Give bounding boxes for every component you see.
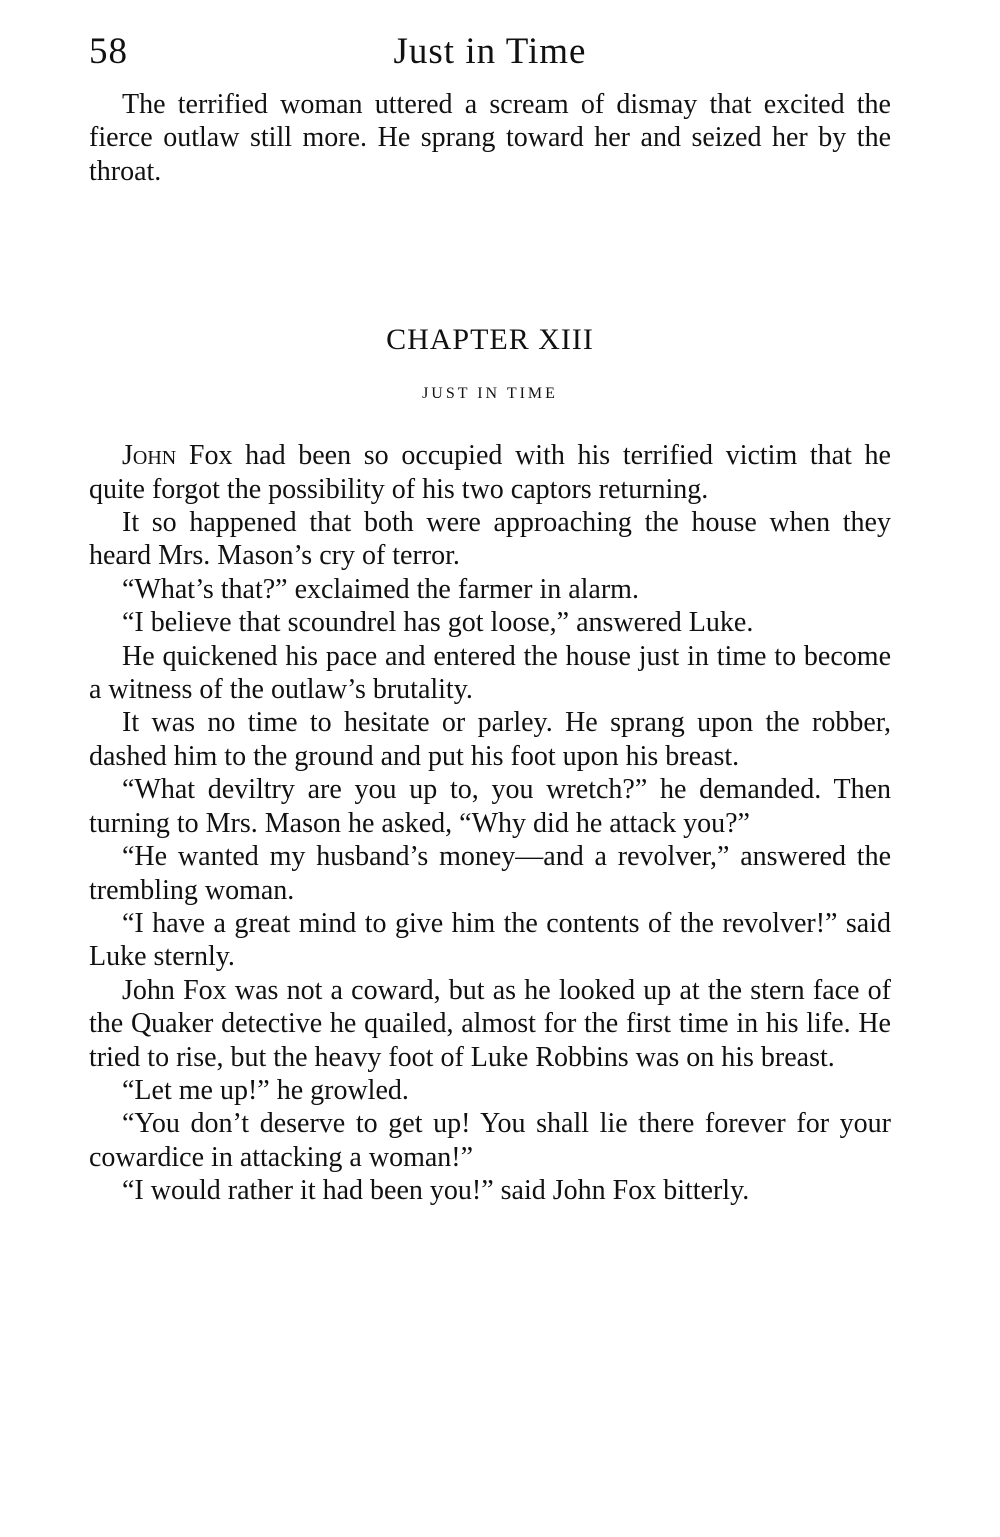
paragraph: “What’s that?” exclaimed the farmer in alarm. xyxy=(122,573,639,605)
first-paragraph xyxy=(89,439,891,506)
opening-text xyxy=(89,88,891,188)
chapter-body xyxy=(89,439,891,1207)
paragraph: “What deviltry are you up to, you wretch?” he demanded. Then turning to Mrs. Mason he asked, “Why did he attack you?” xyxy=(89,774,891,839)
chapter-subtitle: JUST IN TIME xyxy=(422,385,558,403)
paragraph: It was no time to hesitate or parley. He sprang upon the robber, dashed him to the ground and put his foot upon his breast. xyxy=(89,707,891,772)
paragraph: John Fox was not a coward, but as he looked up at the stern face of the Quaker detective he quailed, almost for the first time in his life. He tried to rise, but the heavy foot of Luke Robbins was on his breast. xyxy=(89,974,891,1073)
chapter-title: CHAPTER XIII xyxy=(386,323,594,357)
paragraph: The terrified woman uttered a scream of dismay that excited the fierce outlaw still more. He sprang toward her and seized her by the throat. xyxy=(89,89,891,187)
running-title: Just in Time xyxy=(393,31,587,72)
book-page xyxy=(89,26,891,1208)
paragraph: It so happened that both were approaching the house when they heard Mrs. Mason’s cry of terror. xyxy=(89,507,891,572)
paragraph: He quickened his pace and entered the house just in time to become a witness of the outlaw’s brutality. xyxy=(89,640,891,706)
first-paragraph-text: Fox had been so occupied with his terrified victim that he quite forgot the possibility of his two captors returning. xyxy=(89,440,891,505)
paragraph: “I would rather it had been you!” said John Fox bitterly. xyxy=(122,1175,750,1207)
paragraph: “I believe that scoundrel has got loose,” answered Luke. xyxy=(122,607,754,639)
first-word: John xyxy=(122,440,177,472)
page-number: 58 xyxy=(89,31,128,72)
paragraph: “Let me up!” he growled. xyxy=(122,1074,409,1106)
paragraph: “You don’t deserve to get up! You shall lie there forever for your cowardice in attacking a woman!” xyxy=(89,1108,891,1173)
paragraph: “I have a great mind to give him the contents of the revolver!” said Luke sternly. xyxy=(89,907,891,973)
paragraph: “He wanted my husband’s money—and a revolver,” answered the trembling woman. xyxy=(89,841,891,906)
page-header xyxy=(89,26,891,82)
